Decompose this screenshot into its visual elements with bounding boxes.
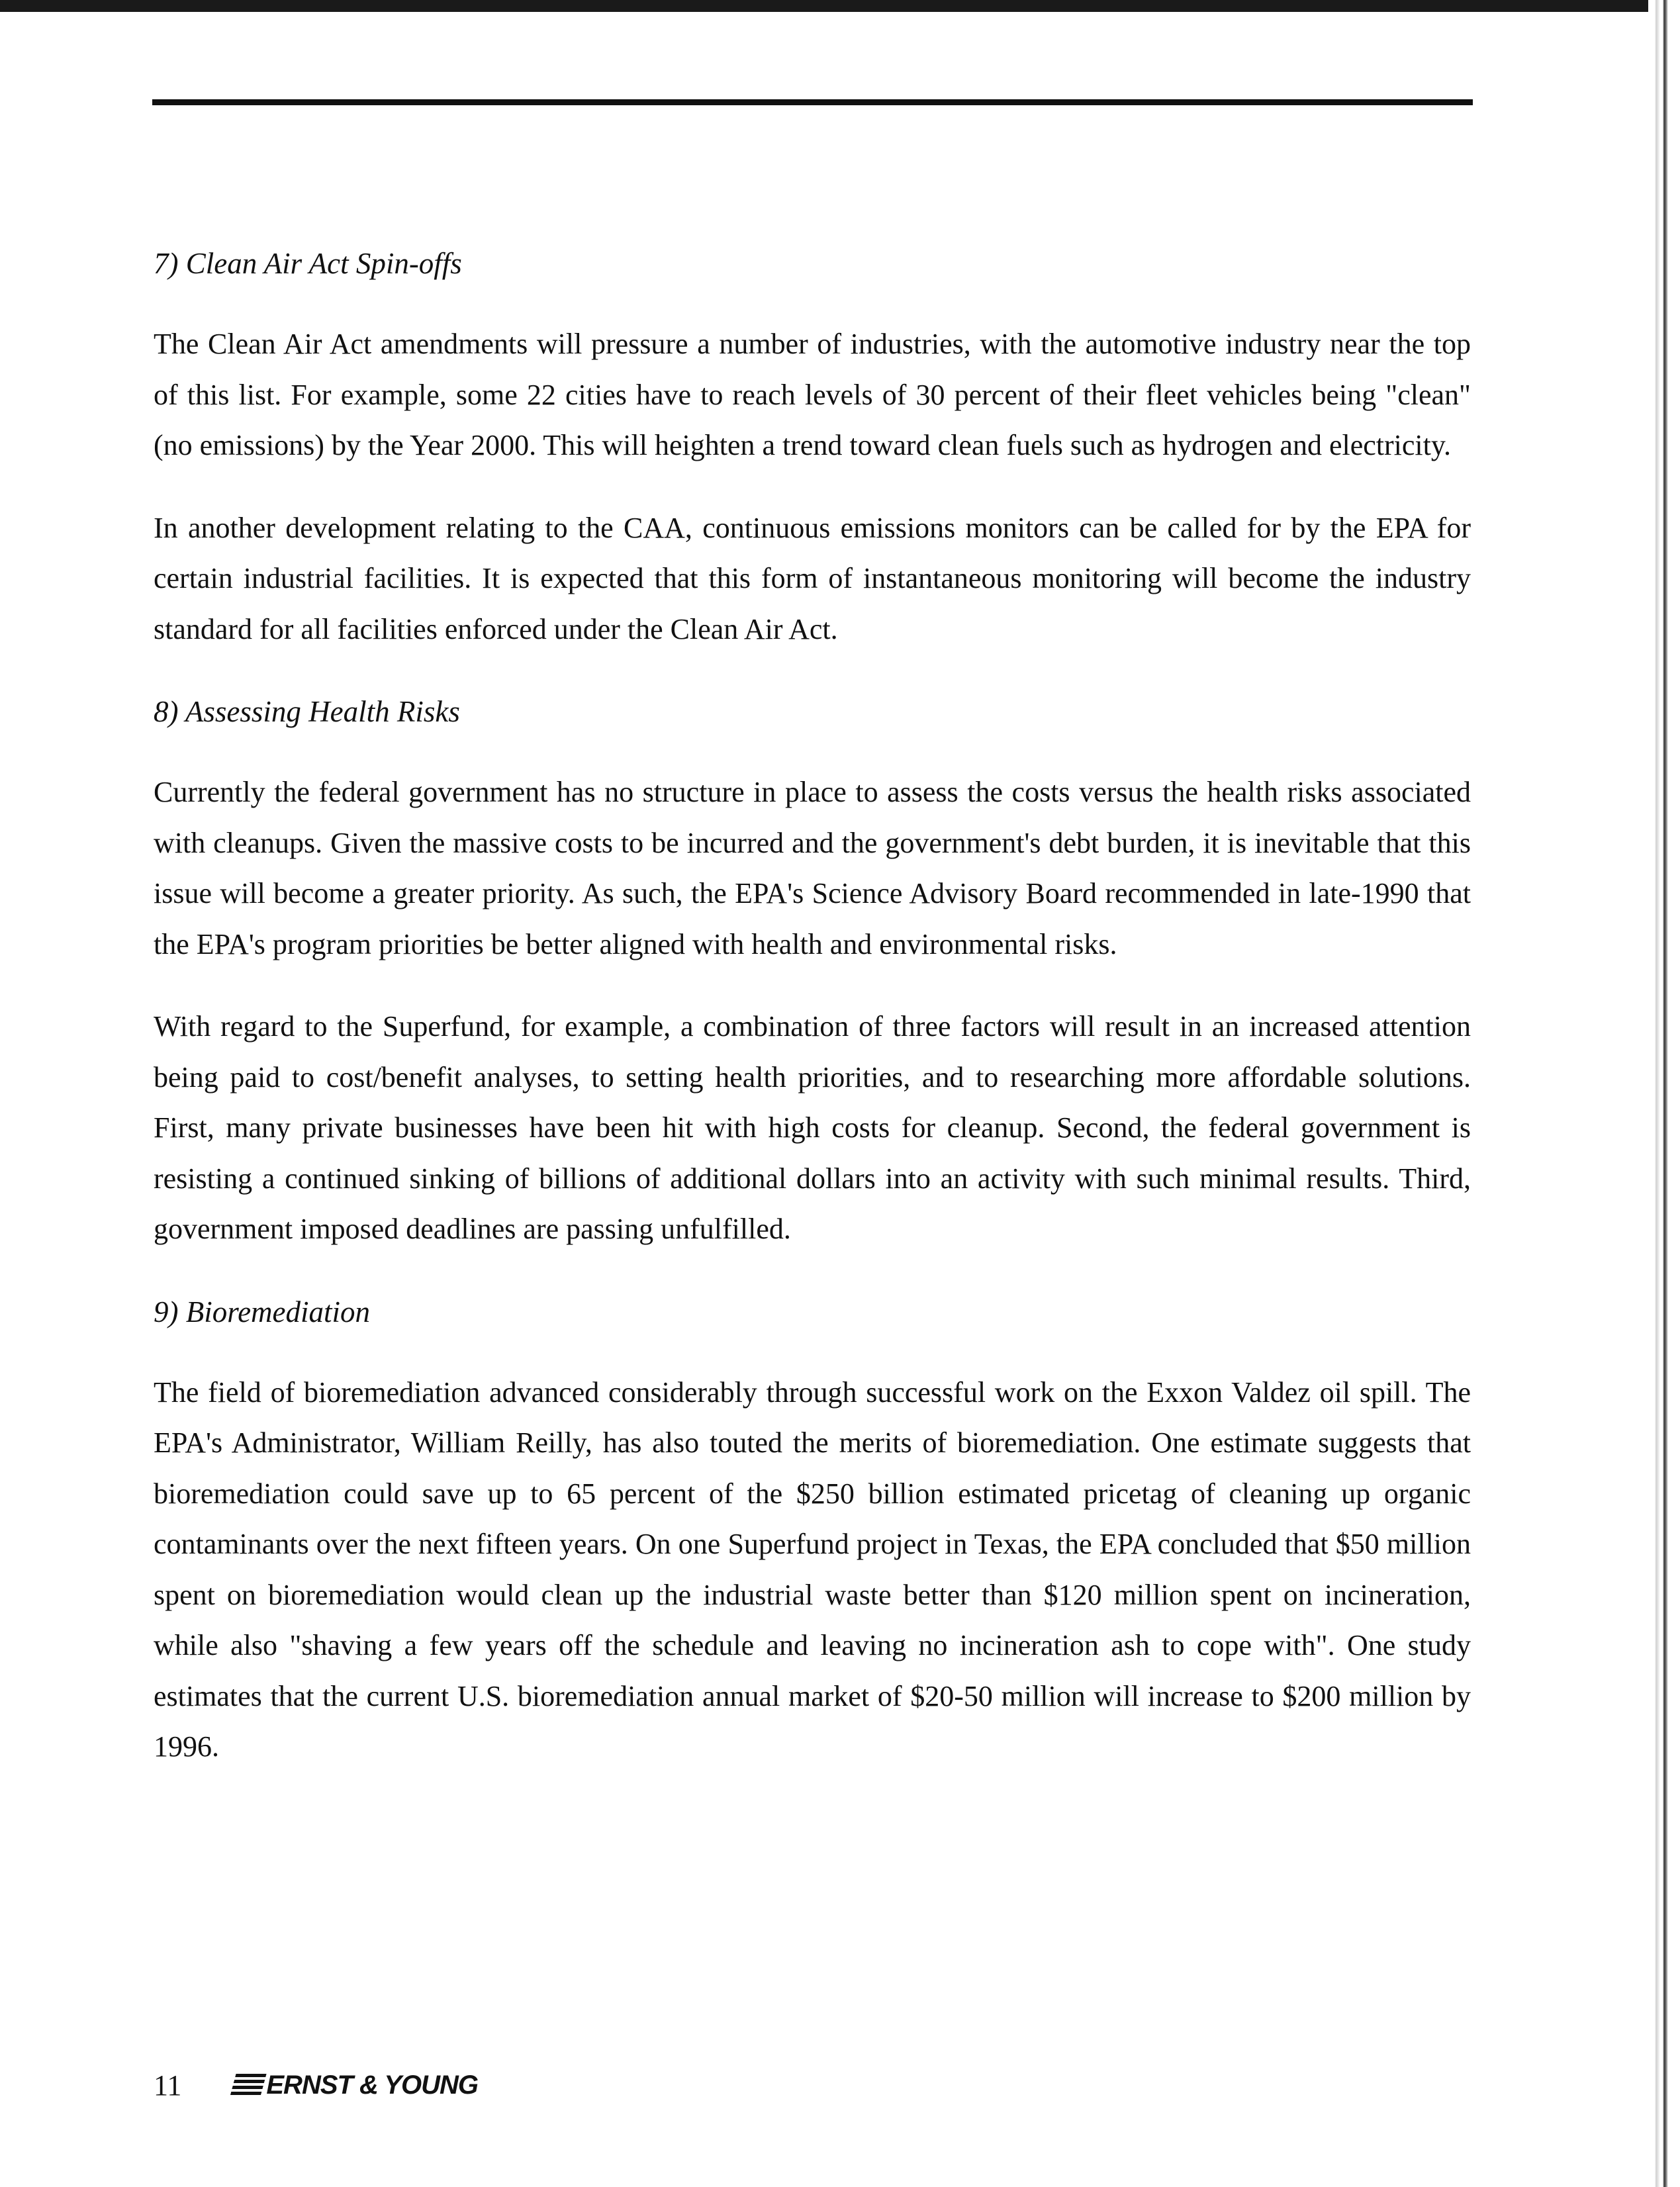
- page-footer: [154, 2065, 478, 2105]
- scan-top-edge: [0, 0, 1680, 12]
- paragraph: With regard to the Superfund, for example, a combination of three factors will result in an increased attention being paid to cost/benefit analyses, to setting health priorities, and to researching more affordable solutions. First, many private businesses have been hit with high costs for cleanup. Second, the federal government is resisting a continued sinking of billions of additional dollars into an activity with such minimal results. Third, government imposed deadlines are passing unfulfilled.: [154, 1010, 1471, 1245]
- section-bioremediation: [154, 1287, 1471, 1773]
- section-heading: 9) Bioremediation: [154, 1295, 371, 1328]
- page-number: 11: [154, 2069, 182, 2102]
- header-rule: [152, 99, 1473, 105]
- section-heading: 8) Assessing Health Risks: [154, 695, 460, 728]
- logo-text: ERNST & YOUNG: [266, 2070, 479, 2100]
- paragraph: Currently the federal government has no structure in place to assess the costs versus the health risks associated with cleanups. Given the massive costs to be incurred and the government's debt burden, it is inevitable that this issue will become a greater priority. As such, the EPA's Science Advisory Board recommended in late-1990 that the EPA's program priorities be better aligned with health and environmental risks.: [154, 776, 1471, 960]
- paragraph: The field of bioremediation advanced considerably through successful work on the Exxon Valdez oil spill. The EPA's Administrator, William Reilly, has also touted the merits of bioremediation. One estimate suggests that bioremediation could save up to 65 percent of the $250 billion estimated pricetag of cleaning up organic contaminants over the next fifteen years. On one Superfund project in Texas, the EPA concluded that $50 million spent on bioremediation would clean up the industrial waste better than $120 million spent on incineration, while also "shaving a few years off the schedule and leaving no incineration ash to cope with". One study estimates that the current U.S. bioremediation annual market of $20-50 million will increase to $200 million by 1996.: [154, 1375, 1471, 1763]
- paragraph: In another development relating to the CAA, continuous emissions monitors can be called for by the EPA for certain industrial facilities. It is expected that this form of instantaneous monitoring will become the industry standard for all facilities enforced under the Clean Air Act.: [154, 511, 1471, 645]
- ernst-young-logo: [233, 2071, 478, 2100]
- section-health-risks: [154, 686, 1471, 1255]
- scan-right-edge: [1648, 0, 1680, 2187]
- section-heading: 7) Clean Air Act Spin-offs: [154, 247, 462, 280]
- paragraph: The Clean Air Act amendments will pressure a number of industries, with the automotive industry near the top of this list. For example, some 22 cities have to reach levels of 30 percent of their fleet vehicles being "clean" (no emissions) by the Year 2000. This will heighten a trend toward clean fuels such as hydrogen and electricity.: [154, 328, 1471, 461]
- section-clean-air-act: [154, 238, 1471, 655]
- logo-mark-icon: [230, 2074, 267, 2096]
- document-body: [154, 238, 1471, 1804]
